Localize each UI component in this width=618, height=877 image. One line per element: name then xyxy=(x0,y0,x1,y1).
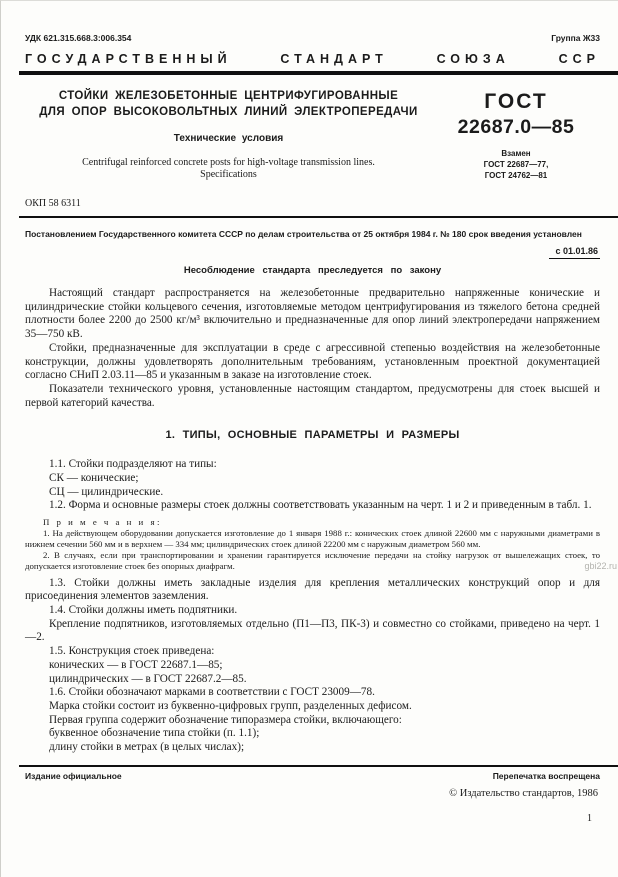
title-left-column xyxy=(25,88,432,209)
meta-row xyxy=(25,33,600,43)
gost-label: ГОСТ xyxy=(484,90,548,113)
title-block xyxy=(25,88,600,209)
section-1-body-continued xyxy=(25,577,600,755)
decree-text: Постановлением Государственного комитета СССР по делам строительства от 25 октября 1984 г. № 180 срок введения установлен xyxy=(25,229,582,239)
intro-paragraph-3: Показатели технического уровня, установленные настоящим стандартом, предусмотрены для стоек высшей и первой категорий качества. xyxy=(25,382,600,409)
gost-number: 22687.0—85 xyxy=(457,116,575,138)
section-1-body xyxy=(25,458,600,513)
clause-1-6d: длину стойки в метрах (в целых числах); xyxy=(49,741,245,754)
intro-paragraph-1: Настоящий стандарт распространяется на железобетонные предварительно напряженные конические и цилиндрические стойки кольцевого сечения, изготовляемые методом центрифугирования из тяжелого бетона средней плотности более 2200 до 2500 кг/м³ включительно и предназначенные для опор линий электропередачи напряжением 35—750 кВ. xyxy=(25,287,600,341)
clause-1-3: 1.3. Стойки должны иметь закладные изделия для крепления металлических конструкций опор и для присоединения элементов заземления. xyxy=(25,576,600,603)
copyright-line: © Издательство стандартов, 1986 xyxy=(449,787,598,799)
clause-1-6b: Первая группа содержит обозначение типоразмера стойки, включающего: xyxy=(49,713,402,726)
title-english-line-1: Centrifugal reinforced concrete posts for high-voltage transmission lines. xyxy=(82,157,375,168)
clause-1-1: 1.1. Стойки подразделяют на типы: xyxy=(49,458,217,471)
banner-word: СОЮЗА xyxy=(436,52,510,66)
replaces-label: Взамен xyxy=(501,149,531,158)
note-2: 2. В случаях, если при транспортировании и хранении гарантируется исключение передачи на стойку нагрузок от вышележащих стоек, то допускается изготовление стоек без опорных диафрагм. xyxy=(25,549,600,571)
group-code: Группа Ж33 xyxy=(551,33,600,43)
section-1-heading: 1. ТИПЫ, ОСНОВНЫЕ ПАРАМЕТРЫ И РАЗМЕРЫ xyxy=(165,429,460,442)
banner-word: СТАНДАРТ xyxy=(280,52,388,66)
intro-paragraph-2: Стойки, предназначенные для эксплуатации в среде с агрессивной степенью воздействия на железобетонные конструкции, должны удовлетворять дополнительным требованиям, установленным проектной документацией согласно СНиП 2.03.11—85 и указанным в заказе на изготовление стоек. xyxy=(25,341,600,382)
footer-rule xyxy=(19,765,618,767)
clause-1-4b: Крепление подпятников, изготовляемых отдельно (П1—П3, ПК-3) и совместно со стойками, приведено на черт. 1—2. xyxy=(25,617,600,644)
type-ck-line: СК — конические; xyxy=(49,472,139,485)
document-title xyxy=(25,88,432,120)
title-line-2: ДЛЯ ОПОР ВЫСОКОВОЛЬТНЫХ ЛИНИЙ ЭЛЕКТРОПЕРЕДАЧИ xyxy=(39,106,418,118)
title-english xyxy=(25,157,432,181)
replaces-standard-2: ГОСТ 24762—81 xyxy=(484,171,548,180)
clause-1-6c: буквенное обозначение типа стойки (п. 1.1); xyxy=(49,727,260,740)
replaces-standard-1: ГОСТ 22687—77, xyxy=(483,160,549,169)
banner-word: ССР xyxy=(558,52,600,66)
decree-rule xyxy=(19,216,618,218)
official-edition-label: Издание официальное xyxy=(25,770,122,781)
notes-block xyxy=(25,517,600,572)
intro-paragraphs xyxy=(25,287,600,410)
reprint-prohibited-label: Перепечатка воспрещена xyxy=(492,770,600,781)
type-cc-line: СЦ — цилиндрические. xyxy=(49,485,164,498)
clause-1-5: 1.5. Конструкция стоек приведена: xyxy=(49,645,215,658)
standard-number-block xyxy=(432,88,600,209)
clause-1-6: 1.6. Стойки обозначают марками в соответствии с ГОСТ 23009—78. xyxy=(49,686,375,699)
page-number: 1 xyxy=(587,812,592,824)
udk-code: УДК 621.315.668.3:006.354 xyxy=(25,33,132,43)
replaces-block xyxy=(432,148,600,181)
clause-1-5b: цилиндрических — в ГОСТ 22687.2—85. xyxy=(49,672,247,685)
footer-row xyxy=(25,771,600,781)
banner-word: ГОСУДАРСТВЕННЫЙ xyxy=(25,52,232,66)
effective-date-line xyxy=(25,246,600,256)
clause-1-5a: конических — в ГОСТ 22687.1—85; xyxy=(49,658,223,671)
watermark-text: gbi22.ru xyxy=(584,561,617,571)
title-subtitle: Технические условия xyxy=(173,133,284,144)
effective-date: с 01.01.86 xyxy=(549,246,600,259)
clause-1-4: 1.4. Стойки должны иметь подпятники. xyxy=(49,604,238,617)
clause-1-6a: Марка стойки состоит из буквенно-цифровых групп, разделенных дефисом. xyxy=(49,700,412,712)
header-rule xyxy=(19,71,618,75)
note-1: 1. На действующем оборудовании допускается изготовление до 1 января 1988 г.: конических стоек длиной 22600 мм с наружными диаметрами в нижнем сечении 560 мм и в верхнем — 334 мм; цилиндрических стоек длиной 22200 мм с наружным диаметром 560 мм. xyxy=(25,528,600,549)
title-english-line-2: Specifications xyxy=(200,169,257,180)
title-line-1: СТОЙКИ ЖЕЛЕЗОБЕТОННЫЕ ЦЕНТРИФУГИРОВАННЫЕ xyxy=(58,90,399,102)
okp-code: ОКП 58 6311 xyxy=(25,198,81,209)
clause-1-2: 1.2. Форма и основные размеры стоек должны соответствовать указанным на черт. 1 и 2 и приведенным в табл. 1. xyxy=(49,499,592,512)
law-notice: Несоблюдение стандарта преследуется по закону xyxy=(183,265,442,276)
state-standard-banner xyxy=(25,52,600,66)
notes-label: П р и м е ч а н и я: xyxy=(43,517,162,528)
